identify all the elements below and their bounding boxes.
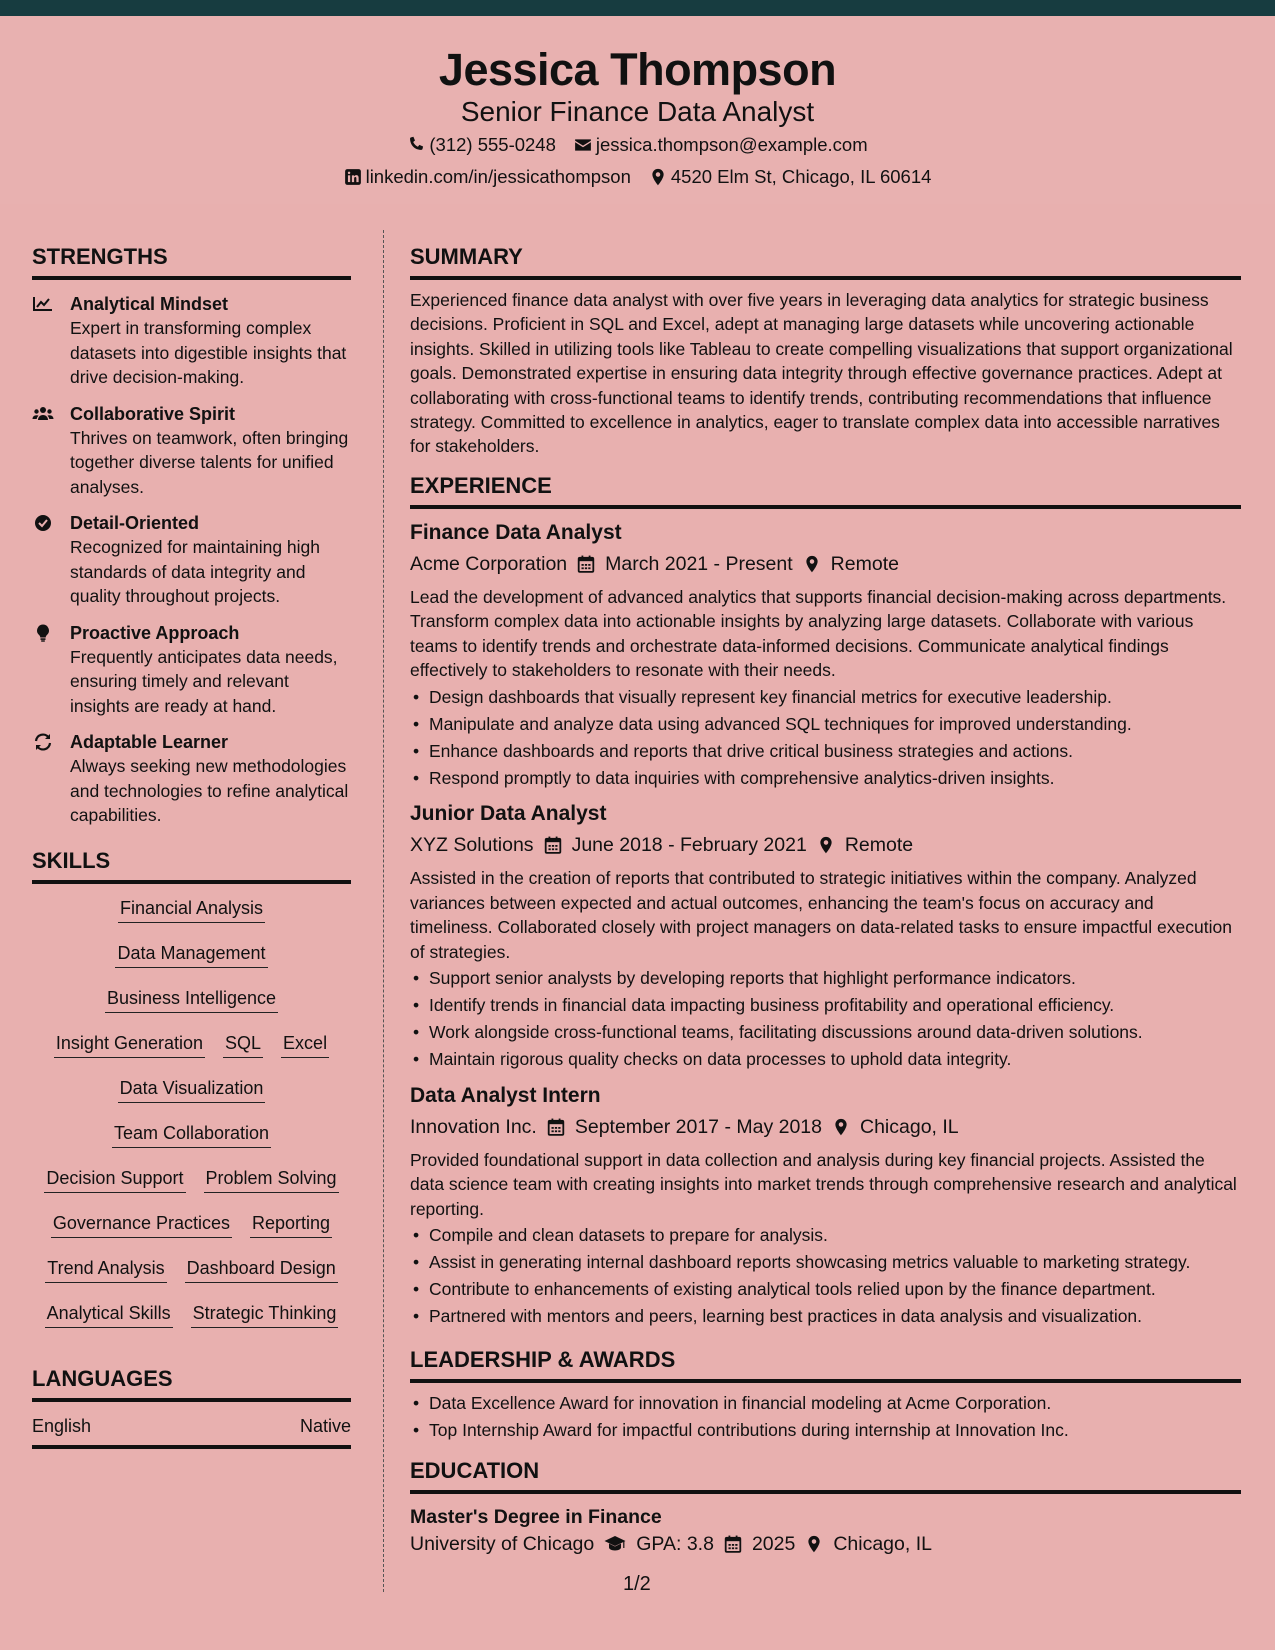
- skill-tag: Governance Practices: [51, 1213, 232, 1238]
- location-text: Remote: [830, 552, 899, 575]
- bullet-item: • Identify trends in financial data impacting business profitability and operational efficiency.: [410, 993, 1241, 1018]
- skill-row: [32, 1299, 351, 1344]
- map-marker-icon: [805, 1535, 823, 1553]
- contact-line-2: [0, 166, 1275, 188]
- strengths-list: [32, 292, 351, 828]
- bullet-item: • Manipulate and analyze data using advanced SQL techniques for improved understanding.: [410, 712, 1241, 737]
- skill-row: [32, 1074, 351, 1119]
- skill-row: [32, 1254, 351, 1299]
- skill-tag: SQL: [223, 1033, 263, 1058]
- skill-row: [32, 1119, 351, 1164]
- education-location: [805, 1531, 932, 1557]
- skill-row: [32, 1029, 351, 1074]
- strength-description: Thrives on teamwork, often bringing together diverse talents for unified analyses.: [70, 427, 349, 497]
- phone-icon: [407, 136, 425, 154]
- company-name: Acme Corporation: [410, 552, 568, 575]
- check-circle-icon: [32, 514, 54, 532]
- skill-tag: Analytical Skills: [45, 1303, 173, 1328]
- location-text: Remote: [844, 834, 914, 857]
- date-range: March 2021 - Present: [605, 552, 793, 575]
- skill-tag: Reporting: [250, 1213, 332, 1238]
- year-text: 2025: [751, 1533, 796, 1556]
- left-column: [32, 244, 351, 1449]
- job-entry: [410, 519, 1241, 791]
- school-name: University of Chicago: [410, 1533, 595, 1556]
- job-meta: [410, 1114, 1241, 1140]
- skill-tag: Data Management: [115, 943, 267, 968]
- skill-tag: Trend Analysis: [45, 1258, 166, 1283]
- gpa-text: GPA: 3.8: [636, 1533, 714, 1556]
- skill-tag: Financial Analysis: [118, 898, 265, 923]
- resume-header: [0, 16, 1275, 204]
- skill-tag: Insight Generation: [54, 1033, 205, 1058]
- bullet-item: • Respond promptly to data inquiries with comprehensive analytics-driven insights.: [410, 766, 1241, 791]
- candidate-name: Jessica Thompson: [438, 44, 837, 95]
- skill-row: [32, 1164, 351, 1209]
- strength-description: Recognized for maintaining high standards of data integrity and quality throughout projects.: [70, 537, 321, 606]
- job-title: Finance Data Analyst: [410, 520, 622, 544]
- strength-item: [32, 621, 351, 719]
- job-entry: [410, 1082, 1241, 1329]
- job-bullets: [410, 966, 1241, 1072]
- address-contact: [649, 166, 932, 188]
- skill-row: [32, 894, 351, 939]
- graduation-cap-icon: [604, 1535, 626, 1553]
- skill-tag: Problem Solving: [204, 1168, 339, 1193]
- job-title: Data Analyst Intern: [410, 1083, 601, 1107]
- education-year: [724, 1531, 795, 1557]
- bullet-item: • Contribute to enhancements of existing analytical tools relied upon by the finance department.: [410, 1277, 1241, 1302]
- job-entry: [410, 800, 1241, 1072]
- bullet-item: • Enhance dashboards and reports that drive critical business strategies and actions.: [410, 739, 1241, 764]
- calendar-icon: [577, 555, 595, 573]
- email-contact[interactable]: [574, 134, 868, 156]
- strength-title: Detail-Oriented: [70, 513, 200, 533]
- skill-row: [32, 1209, 351, 1254]
- job-bullets: [410, 1223, 1241, 1329]
- degree-title: Master's Degree in Finance: [410, 1506, 662, 1529]
- job-description: Provided foundational support in data collection and analysis during key financial projects. Assisted the data science team with creating insights into market trends through comprehensive research and analytical reporting.: [410, 1149, 1237, 1219]
- strength-item: [32, 730, 351, 828]
- strength-description: Frequently anticipates data needs, ensuring timely and relevant insights are ready at hand.: [70, 646, 338, 716]
- education-heading: EDUCATION: [410, 1458, 1241, 1494]
- skill-tag: Strategic Thinking: [191, 1303, 339, 1328]
- awards-list: [410, 1391, 1241, 1443]
- job-location: [817, 832, 913, 858]
- skill-row: [32, 939, 351, 984]
- page-number: 1/2: [623, 1573, 651, 1595]
- strength-description: Always seeking new methodologies and technologies to refine analytical capabilities.: [70, 756, 349, 825]
- job-dates: [547, 1114, 822, 1140]
- phone-contact: [407, 134, 556, 156]
- calendar-icon: [547, 1118, 565, 1136]
- linkedin-contact[interactable]: [344, 166, 631, 188]
- linkedin-icon: [344, 168, 362, 186]
- job-location: [832, 1114, 959, 1140]
- job-location: [803, 551, 899, 577]
- job-meta: [410, 551, 1241, 577]
- company-name: Innovation Inc.: [410, 1115, 537, 1138]
- top-bar: [0, 0, 1275, 16]
- email-address[interactable]: jessica.thompson@example.com: [595, 134, 868, 155]
- bullet-item: • Assist in generating internal dashboard reports showcasing metrics valuable to marketing strategy.: [410, 1250, 1241, 1275]
- language-item: [32, 1402, 351, 1449]
- date-range: September 2017 - May 2018: [574, 1115, 822, 1138]
- bullet-item: • Design dashboards that visually represent key financial metrics for executive leadership.: [410, 685, 1241, 710]
- map-marker-icon: [817, 836, 835, 854]
- summary-text: Experienced finance data analyst with over five years in leveraging data analytics for strategic business decisions. Proficient in SQL and Excel, adept at managing large datasets while uncovering actionable insights. Skilled in utilizing tools like Tableau to create compelling visualizations that support organizational goals. Demonstrated expertise in ensuring data integrity through effective governance practices. Adept at collaborating with cross-functional teams to identify trends, contributing recommendations that influence strategy. Committed to excellence in analytics, eager to translate complex data into accessible narratives for stakeholders.: [410, 290, 1233, 457]
- map-marker-icon: [832, 1118, 850, 1136]
- skill-row: [32, 984, 351, 1029]
- award-item: • Data Excellence Award for innovation in financial modeling at Acme Corporation.: [410, 1391, 1241, 1416]
- awards-heading: LEADERSHIP & AWARDS: [410, 1347, 1241, 1383]
- strength-description: Expert in transforming complex datasets into digestible insights that drive decision-making.: [70, 318, 347, 387]
- linkedin-url[interactable]: linkedin.com/in/jessicathompson: [365, 166, 631, 187]
- strength-item: [32, 402, 351, 500]
- contact-line-1: [0, 134, 1275, 156]
- job-dates: [544, 832, 807, 858]
- language-name: English: [32, 1415, 92, 1436]
- phone-number: (312) 555-0248: [429, 134, 556, 155]
- location-text: Chicago, IL: [833, 1533, 932, 1556]
- skills-heading: SKILLS: [32, 848, 351, 884]
- skill-tag: Dashboard Design: [185, 1258, 338, 1283]
- map-marker-icon: [649, 168, 667, 186]
- strength-title: Proactive Approach: [70, 622, 240, 643]
- location-text: Chicago, IL: [860, 1115, 959, 1138]
- address-text: 4520 Elm St, Chicago, IL 60614: [670, 166, 932, 187]
- lightbulb-icon: [32, 624, 54, 642]
- language-level: Native: [299, 1415, 351, 1436]
- users-icon: [32, 405, 54, 423]
- skill-tag: Excel: [281, 1033, 329, 1058]
- strengths-heading: STRENGTHS: [32, 244, 351, 280]
- strength-item: [32, 292, 351, 390]
- experience-heading: EXPERIENCE: [410, 473, 1241, 509]
- job-bullets: [410, 685, 1241, 791]
- chart-line-icon: [32, 295, 54, 313]
- company-name: XYZ Solutions: [410, 834, 534, 857]
- strength-title: Analytical Mindset: [70, 294, 229, 314]
- strength-item: [32, 511, 351, 609]
- bullet-item: • Maintain rigorous quality checks on data processes to uphold data integrity.: [410, 1047, 1241, 1072]
- envelope-icon: [574, 136, 592, 154]
- candidate-title: Senior Finance Data Analyst: [460, 96, 815, 127]
- bullet-item: • Support senior analysts by developing reports that highlight performance indicators.: [410, 966, 1241, 991]
- skill-tag: Decision Support: [44, 1168, 185, 1193]
- bullet-item: • Partnered with mentors and peers, learning best practices in data analysis and visualization.: [410, 1304, 1241, 1329]
- column-divider: [383, 230, 384, 1592]
- summary-heading: SUMMARY: [410, 244, 1241, 280]
- job-title: Junior Data Analyst: [410, 802, 607, 826]
- strength-title: Adaptable Learner: [70, 732, 229, 752]
- skill-tag: Business Intelligence: [105, 988, 278, 1013]
- calendar-icon: [544, 836, 562, 854]
- right-column: [410, 244, 1241, 1557]
- sync-icon: [32, 733, 54, 751]
- education-gpa: [604, 1531, 714, 1557]
- map-marker-icon: [803, 555, 821, 573]
- strength-title: Collaborative Spirit: [70, 403, 236, 424]
- skill-tag: Team Collaboration: [112, 1123, 271, 1148]
- job-description: Assisted in the creation of reports that contributed to strategic initiatives within the company. Analyzed variances between expected and actual outcomes, enhancing the team's focus on accuracy and timeliness. Collaborated closely with project managers on data-related tasks to ensure impactful execution of strategies.: [410, 868, 1232, 962]
- award-item: • Top Internship Award for impactful contributions during internship at Innovation Inc.: [410, 1418, 1241, 1443]
- skill-tag: Data Visualization: [118, 1078, 266, 1103]
- skills-list: [32, 894, 351, 1344]
- bullet-item: • Compile and clean datasets to prepare for analysis.: [410, 1223, 1241, 1248]
- job-description: Lead the development of advanced analytics that supports financial decision-making across departments. Transform complex data into actionable insights by analyzing large datasets. Collaborate with various teams to identify trends and orchestrate data-informed decisions. Communicate analytical findings effectively to stakeholders to resonate with their needs.: [410, 586, 1227, 681]
- job-dates: [577, 551, 793, 577]
- calendar-icon: [724, 1535, 742, 1553]
- date-range: June 2018 - February 2021: [571, 834, 807, 857]
- bullet-item: • Work alongside cross-functional teams, facilitating discussions around data-driven solutions.: [410, 1020, 1241, 1045]
- education-meta: [410, 1531, 1241, 1557]
- languages-heading: LANGUAGES: [32, 1366, 351, 1402]
- job-meta: [410, 832, 1241, 858]
